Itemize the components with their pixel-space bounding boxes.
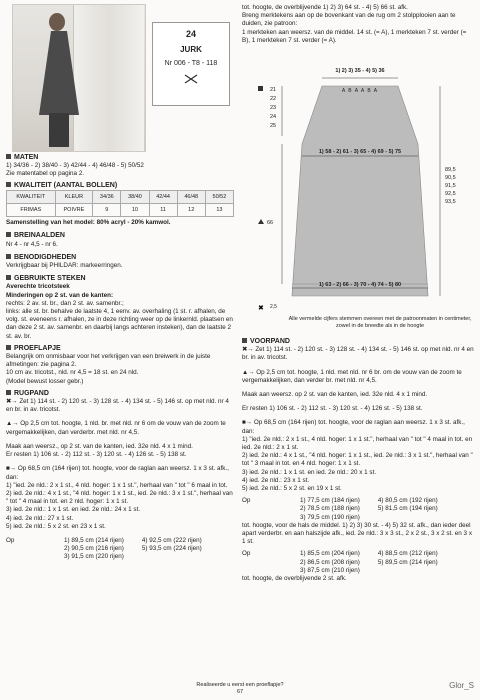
- rugpand-heading: RUGPAND: [6, 390, 234, 398]
- schema-mid-label: 1) 58 - 2) 61 - 3) 65 - 4) 69 - 5) 75: [318, 149, 402, 155]
- rugpand-heights: Op 1) 89,5 cm (214 rijen) 2) 90,5 cm (216 rijen) 3) 91,5 cm (220 rijen) 4) 92,5 cm (222 rijen) 5) 93,5 cm (224 rijen): [6, 536, 202, 561]
- schema-h25: 2,5: [270, 304, 277, 310]
- svg-text:✖: ✖: [258, 305, 264, 312]
- rugpand-p1: ✖→ Zet 1) 114 st. - 2) 120 st. - 3) 128 st. - 4) 134 st. - 5) 146 st. op met nld. nr 4 en br. in av. tricotst.: [6, 398, 229, 414]
- schema-left-values: 21 22 23 24 25: [270, 87, 277, 129]
- proeflapje-note: (Model bewust losser gebr.): [6, 377, 84, 385]
- steken-links: links: alle st. br. behalve de laatste 4, 1 eenv. av. overhaling (1 st. r. afhalen, de volg. st. eveneens r. afhalen, ze in deze richting weer op de linkernld. plaatsen en dan deze 2 st. av. samenbr. en daarbij langs achteren insteken), dan de laatste 2 st. av. br.: [6, 308, 233, 340]
- voorpand-p3: Maak aan weersz. op 2 st. van de kanten, ied. 32e nld. 4 x 1 mind.: [242, 391, 428, 399]
- voorpand-p9: 4) ied. 2e nld.: 23 x 1 st.: [242, 476, 310, 484]
- breinaalden-heading: BREINAALDEN: [6, 232, 234, 240]
- voorpand-p7: 2) ied. 2e nld.: 4 x 1 st., "4 nld. hoger: 1 x 1 st., ied. 2e nld.: 3 x 1 st.", herhaal van " tot " 3 maal in tot. en 4 nld. hoger: 1 x 1 st.: [242, 452, 473, 468]
- rugpand-p8: 3) ied. 2e nld.: 1 x 1 st. en ied. 2e nld.: 24 x 1 st.: [6, 506, 141, 514]
- right-top-l1: tot. hoogte, de overblijvende 1) 2) 3) 64 st. - 4) 5) 66 st. afk.: [242, 4, 408, 11]
- pattern-name: JURK: [180, 45, 202, 54]
- voorpand-section: [242, 338, 474, 583]
- proeflapje-text: Belangrijk om onmisbaar voor het verkrijgen van een breiwerk in de juiste afmetingen: zie pagina 2.: [6, 353, 211, 369]
- voorpand-p4: Er resten 1) 106 st. - 2) 112 st. - 3) 120 st. - 4) 126 st. - 5) 138 st.: [242, 405, 423, 413]
- right-top-text: [242, 4, 474, 45]
- rugpand-p4: Er resten 1) 106 st. - 2) 112 st. - 3) 120 st. - 4) 126 st. - 5) 138 st.: [6, 451, 187, 459]
- benodigdheden-text: Verkrijgbaar bij PHILDAR: markeerringen.: [6, 262, 123, 270]
- right-top-l3: 1 merkteken aan weersz. van de middel. 14 st. (= A), 1 merkteken 7 st. verder (= B), 1 merkteken 7 st. verder (= A).: [242, 28, 467, 44]
- page-number: 67: [236, 689, 244, 695]
- model-photo: [12, 4, 146, 152]
- pattern-code: Nr 006 - T8 - 118: [164, 60, 218, 67]
- left-column: [6, 154, 234, 562]
- maten-note: Zie matentabel op pagina 2.: [6, 170, 85, 178]
- rugpand-p2: ▲→ Op 2,5 cm tot. hoogte, 1 nld. br. met nld. nr 6 om de vouw van de zoom te vergemakkelijken, dan verderbr. met nld. nr 4,5.: [6, 420, 226, 436]
- voorpand-p2: ▲→ Op 2,5 cm tot. hoogte, 1 nld. met nld. nr 6 br. om de vouw van de zoom te vergemakkelijken, dan verder br. met nld. nr 4,5.: [242, 368, 462, 384]
- pattern-schema: [250, 66, 472, 341]
- voorpand-p10: 5) ied. 2e nld.: 5 x 2 st. en 19 x 1 st.: [242, 485, 342, 493]
- samenstelling: Samenstelling van het model: 80% acryl - 20% kamwol.: [6, 219, 171, 227]
- steken-sub2: Minderingen op 2 st. van de kanten:: [6, 291, 114, 299]
- page-footer: [0, 682, 480, 696]
- proeflapje-heading: PROEFLAPJE: [6, 345, 234, 353]
- steken-rechts: rechts: 2 av. st. br., dan 2 st. av. samenbr.;: [6, 299, 124, 307]
- rugpand-p7: 2) ied. 2e nld.: 4 x 1 st., "4 nld. hoger: 1 x 1 st., ied. 2e nld.: 3 x 1 st.", herhaal van " tot " 4 maal in tot. en 2 nld. hoger: 1 x 1 st.: [6, 489, 233, 506]
- schema-top-label: 1) 2) 3) 35 - 4) 5) 36: [335, 68, 385, 74]
- voorpand-p5: ■→ Op 68,5 cm (164 rijen) tot. hoogte, voor de raglan aan weersz. 1 x 3 st. afk., dan:: [242, 419, 465, 435]
- window-background: [73, 5, 144, 151]
- maten-sizes: 1) 34/36 - 2) 38/40 - 3) 42/44 - 4) 46/48 - 5) 50/52: [6, 162, 144, 170]
- voorpand-p11: tot. hoogte, voor de hals de middel. 1) 2) 3) 30 st. - 4) 5) 32 st. afk., dan ieder deel apart verderbr. en aan halszijde afk., ied. 2e nld.: 3 x 3 st., 2 x 2 st., 3 x 2 st. en 3 x 1 st.: [242, 521, 472, 546]
- voorpand-heights-2: Op 1) 85,5 cm (204 rijen) 2) 86,5 cm (208 rijen) 3) 87,5 cm (210 rijen) 4) 88,5 cm (212 rijen) 5) 89,5 cm (214 rijen): [242, 550, 438, 574]
- voorpand-heading: VOORPAND: [242, 338, 474, 346]
- signature: Glor_S: [449, 681, 474, 690]
- model-figure: [35, 13, 83, 147]
- schema-h66: 66: [267, 220, 274, 226]
- crossed-needles-icon: [153, 73, 229, 87]
- voorpand-p6: 1) "ied. 2e nld.: 2 x 1 st., 4 nld. hoger: 1 x 1 st.", herhaal van " tot " 4 maal in tot. en ied. 2e nld.: 2 x 1 st.: [242, 435, 473, 452]
- proeflapje-gauge: 10 cm av. tricotst., nld. nr 4,5 = 18 st. en 24 nld.: [6, 369, 139, 377]
- benodigdheden-heading: BENODIGDHEDEN: [6, 254, 234, 262]
- voorpand-p12: tot. hoogte, de overblijvende 2 st. afk.: [242, 575, 347, 583]
- schema-note: Alle vermelde cijfers stemmen overeen met de patroonmaten in centimeter, zowel in de breedte als in de hoogte: [288, 316, 472, 329]
- schema-marks: A B A A B A: [341, 88, 379, 94]
- voorpand-p8: 3) ied. 2e nld.: 1 x 1 st. en ied. 2e nld.: 20 x 1 st.: [242, 468, 377, 476]
- pattern-info-box: [152, 22, 230, 106]
- voorpand-p1: ✖→ Zet 1) 114 st. - 2) 120 st. - 3) 128 st. - 4) 134 st. - 5) 146 st. op met nld. nr 4 en br. in av. tricotst.: [242, 346, 474, 362]
- footer-question: Realiseerde u eerst een proeflapje?: [196, 682, 284, 688]
- steken-sub: Averechte tricotsteek: [6, 283, 70, 291]
- schema-bottom-label: 1) 63 - 2) 66 - 3) 70 - 4) 74 - 5) 80: [318, 282, 402, 288]
- rugpand-p10: 5) ied. 2e nld.: 5 x 2 st. en 23 x 1 st.: [6, 522, 106, 530]
- maten-heading: MATEN: [6, 154, 234, 162]
- rugpand-p5: ■→ Op 68,5 cm (164 rijen) tot. hoogte, voor de raglan aan weersz. 1 x 3 st. afk., dan:: [6, 465, 229, 481]
- kwaliteit-heading: KWALITEIT (AANTAL BOLLEN): [6, 182, 234, 190]
- schema-right-values: 89,5 90,5 91,5 92,5 93,5: [445, 167, 456, 205]
- kwaliteit-table: KWALITEIT KLEUR 34/36 38/40 42/44 46/48 50/52 FRIMAS POIVRE 9 10 11 12 13: [6, 190, 234, 217]
- rugpand-p3: Maak aan weersz., op 2 st. van de kanten, ied. 32e nld. 4 x 1 mind.: [6, 442, 193, 450]
- right-top-l2: Breng merktekens aan op de bovenkant van de rug om 2 stolpplooien aan te duiden, zie patroon:: [242, 12, 456, 28]
- schema-drawing: [250, 66, 472, 316]
- rugpand-p9: 4) ied. 2e nld.: 27 x 1 st.: [6, 514, 74, 522]
- voorpand-heights-1: Op 1) 77,5 cm (184 rijen) 2) 78,5 cm (188 rijen) 3) 79,5 cm (190 rijen) 4) 80,5 cm (192 rijen) 5) 81,5 cm (194 rijen): [242, 497, 438, 521]
- breinaalden-text: Nr 4 - nr 4,5 - nr 6.: [6, 240, 58, 248]
- rugpand-p6: 1) "ied. 2e nld.: 2 x 1 st., 4 nld. hoger: 1 x 1 st.", herhaal van " tot " 6 maal in tot.: [6, 481, 228, 489]
- steken-heading: GEBRUIKTE STEKEN: [6, 275, 234, 283]
- pattern-number: 24: [185, 29, 196, 39]
